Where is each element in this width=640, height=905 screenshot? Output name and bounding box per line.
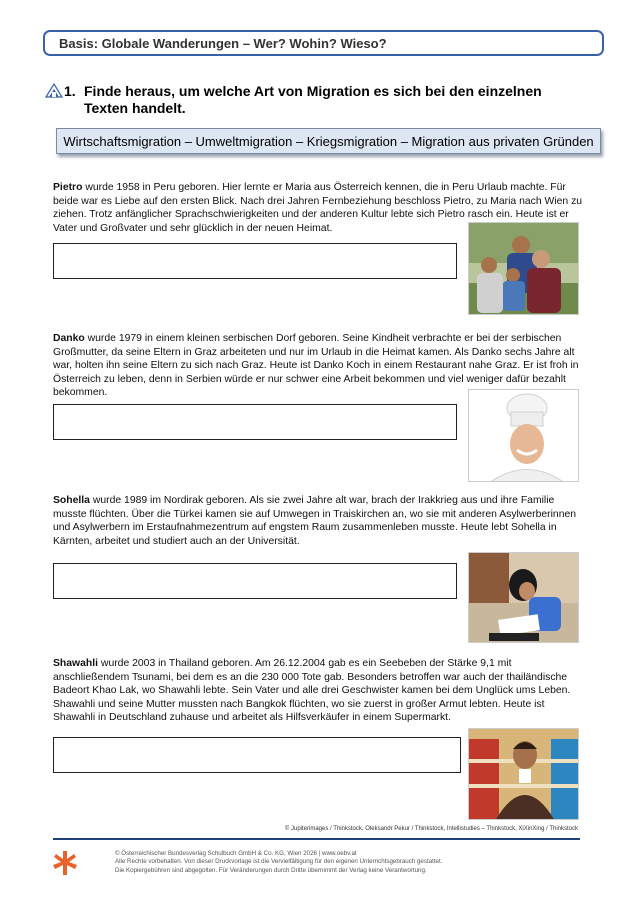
answer-field-danko[interactable] [53,404,457,440]
migration-options-box [56,128,601,154]
story-name: Shawahli [53,658,99,669]
worksheet-title: Basis: Globale Wanderungen – Wer? Wohin? Wieso? [59,35,387,51]
story-name: Danko [53,333,85,344]
story-text: wurde 1989 im Nordirak geboren. Als sie zwei Jahre alt war, brach der Irakkrieg aus und ihre Familie musste flüchten. Über die Türkei kamen sie auf Umwegen in Traiskirchen an, wo sie mit anderen Asylwerberinnen und Asylwerbern im Erstaufnahmezentrum auf engstem Raum zusammenleben musste. Heute lebt Sohella in Kärnten, arbeitet und studiert auch an der Universität. [53,495,577,547]
publisher-logo-icon [52,850,78,876]
story-name: Sohella [53,495,90,506]
answer-field-sohella[interactable] [53,563,457,599]
footer-disclaimer: Die Kopiergebühren sind abgegolten. Für Veränderungen durch Dritte übernimmt der Verlag keine Verantwortung. [115,866,427,874]
story-shawahli [53,657,585,725]
story-text: wurde 2003 in Thailand geboren. Am 26.12.2004 gab es ein Seebeben der Stärke 9,1 mit anschließendem Tsunami, bei dem es an die 230 000 Tote gab. Besonders betroffen war auch der thailändische Badeort Khao Lak, wo Shawahli lebte. Sein Vater und alle drei Geschwister kamen bei dem Unglück ums Leben. Shawahli und seine Mutter mussten nach Bangkok flüchten, wo sie zuerst in großer Armut lebten. Heute ist Shawahli in Deutschland zuhause und arbeitet als Hilfsverkäufer in einem Supermarkt. [53,658,571,724]
footer-divider [53,838,580,840]
answer-field-shawahli[interactable] [53,737,461,773]
story-sohella [53,494,585,548]
footer-legal [115,850,585,875]
worksheet-title-box [43,30,604,56]
migration-options-text: Wirtschaftsmigration – Umweltmigration – Kriegsmigration – Migration aus privaten Gründen [63,133,594,149]
photo-student [468,552,579,643]
photo-chef [468,389,579,482]
story-text: wurde 1979 in einem kleinen serbischen Dorf geboren. Seine Kindheit verbrachte er bei der serbischen Großmutter, da seine Eltern in Graz arbeiteten und nur im Urlaub in die Heimat kamen. Als Danko sechs Jahre alt war, holten ihn seine Eltern zu sich nach Graz. Heute ist Danko Koch in einem Restaurant nahe Graz. Er ist froh in Österreich zu leben, denn in Serbien würde er nur schwer eine Arbeit bekommen und viel weniger dafür bezahlt bekommen. [53,333,579,399]
answer-field-pietro[interactable] [53,243,457,279]
story-text: wurde 1958 in Peru geboren. Hier lernte er Maria aus Österreich kennen, die in Peru Urlaub machte. Für beide war es Liebe auf den ersten Blick. Nach drei Jahren Fernbeziehung beschloss Pietro, zu Maria nach Wien zu ziehen. Trotz anfänglicher Sprachschwierigkeiten und der anderen Kultur lebte sich Pietro rasch ein. Heute ist er Vater und Großvater und sehr glücklich in der neuen Heimat. [53,182,583,234]
story-name: Pietro [53,182,83,193]
photo-supermarket [468,728,579,820]
task-instruction: Finde heraus, um welche Art von Migration es sich bei den einzelnen Texten handelt. [84,83,542,116]
task-number: 1. [64,83,76,99]
task-difficulty-icon [45,82,63,98]
image-credits: © Jupiterimages / Thinkstock, Oleksandr Pekur / Thinkstock, Intellistudies – Thinkstock, XiXinXing / Thinkstock [284,826,578,832]
photo-family [468,222,579,315]
footer-rights: Alle Rechte vorbehalten. Von dieser Druckvorlage ist die Vervielfältigung für den eigenen Unterrichtsgebrauch gestattet. [115,858,443,866]
footer-copyright: © Österreichischer Bundesverlag Schulbuch GmbH & Co. KG, Wien 2026 | www.oebv.at [115,850,357,857]
